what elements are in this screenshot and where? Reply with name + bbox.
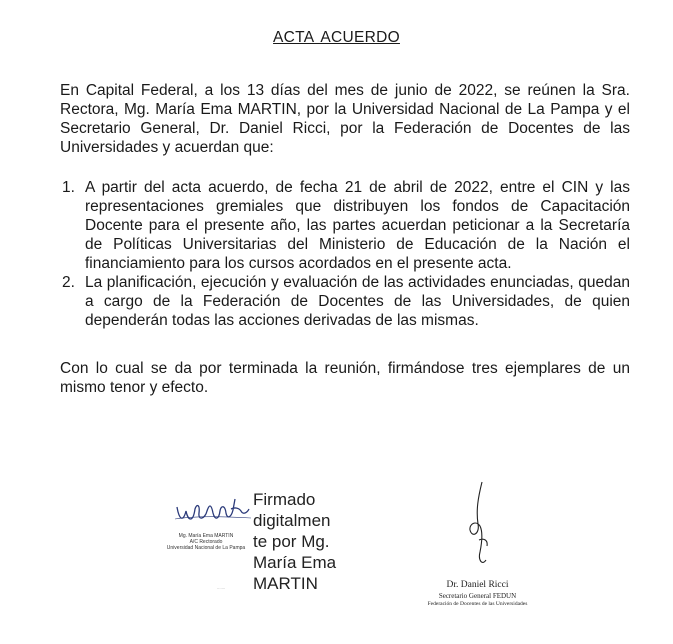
digital-signature-notice <box>253 489 353 594</box>
list-item-text: A partir del acta acuerdo, de fecha 21 de abril de 2022, entre el CIN y las representaciones gremiales que distribuyen los fondos de Capacitación Docente para el presente año, las partes acuerdan peticionar a la Secretaría de Políticas Universitarias del Ministerio de Educación de la Nación el financiamiento para los cursos acordados en el presente acta. <box>85 179 630 272</box>
signer-role: Secretario General FEDUN <box>438 592 517 600</box>
signer-name: Dr. Daniel Ricci <box>446 580 509 590</box>
list-item-text: La planificación, ejecución y evaluación de las actividades enunciadas, quedan a cargo de la Federación de Docentes de las Universidades, de quien dependerán todas las acciones derivadas de las mismas. <box>85 274 630 329</box>
closing-paragraph: Con lo cual se da por terminada la reunión, firmándose tres ejemplares de un mismo tenor y efecto. <box>60 360 630 396</box>
handwritten-signature-left <box>173 485 253 530</box>
agreement-list <box>60 178 630 330</box>
digital-signature-line: Firmado <box>253 490 316 509</box>
intro-paragraph: En Capital Federal, a los 13 días del mes de junio de 2022, se reúnen la Sra. Rectora, Mg. María Ema MARTIN, por la Universidad Nacional de La Pampa y el Secretario General, Dr. Daniel Ricci, por la Federación de Docentes de las Universidades y acuerdan que: <box>60 82 630 156</box>
handwritten-signature-right <box>460 480 500 575</box>
digital-signature-line: te por Mg. <box>253 532 330 551</box>
digital-signature-line: digitalmen <box>253 511 331 530</box>
list-item-number: 1. <box>62 179 75 196</box>
list-item-number: 2. <box>62 274 75 291</box>
validation-mark: ······· <box>217 587 226 591</box>
signer-institution: Universidad Nacional de La Pampa <box>166 545 246 551</box>
list-item <box>60 178 630 273</box>
signer-role: A/C Rectorado <box>189 539 223 545</box>
document-title: ACTA ACUERDO <box>273 29 400 46</box>
list-item <box>60 273 630 330</box>
signer-name: Mg. María Ema MARTIN <box>178 533 234 539</box>
digital-signature-line: María Ema <box>253 553 337 572</box>
signer-institution: Federación de Docentes de las Universidades <box>427 601 528 607</box>
digital-signature-line: MARTIN <box>253 574 318 593</box>
signature-block-right <box>415 480 545 615</box>
